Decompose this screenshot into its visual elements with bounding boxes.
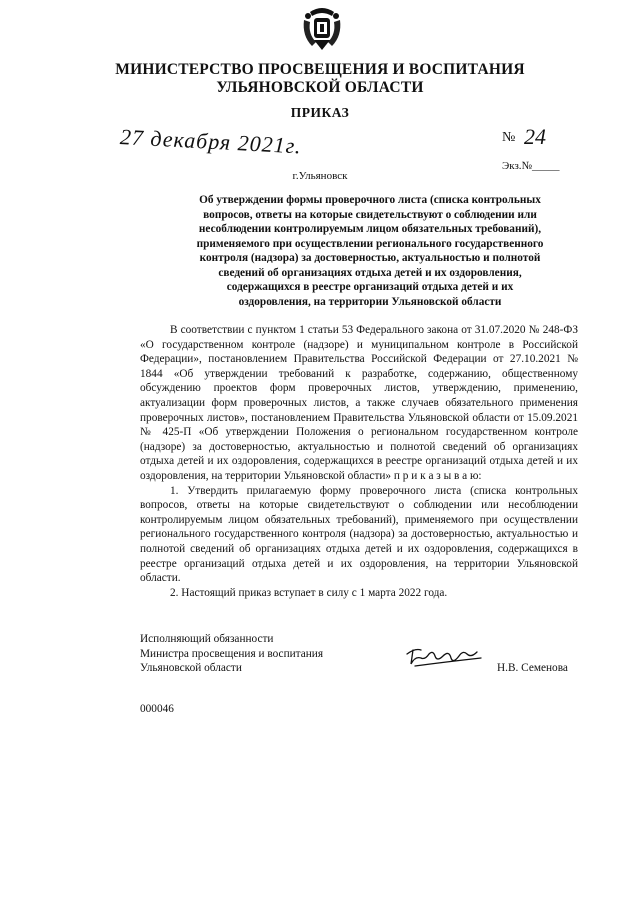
signatory-line-2: Министра просвещения и воспитания xyxy=(140,647,324,660)
number-label: № xyxy=(502,130,516,145)
title-line: оздоровления, на территории Ульяновской области xyxy=(238,295,502,308)
coat-of-arms-icon xyxy=(296,2,348,54)
title-line: Об утверждении формы проверочного листа (списка контрольных xyxy=(199,194,541,206)
city: г.Ульяновск xyxy=(292,170,348,182)
decree-word: п р и к а з ы в а ю: xyxy=(393,469,482,482)
ministry-line-2: УЛЬЯНОВСКОЙ ОБЛАСТИ xyxy=(216,79,424,96)
ministry-line-1: МИНИСТЕРСТВО ПРОСВЕЩЕНИЯ И ВОСПИТАНИЯ xyxy=(115,61,525,78)
clause-1-paragraph: 1. Утвердить прилагаемую форму проверочного листа (списка контрольных вопросов, ответы на которые свидетельствуют о соблюдении или несоблюдении контролируемым лицом обязательных требований), применяемого при осуществлении регионального государственного контроля (надзора) за достоверностью, актуальностью и полнотой сведений об организациях отдыха детей и их оздоровления, содержащихся в реестре организаций отдыха детей и их оздоровления, на территории Ульяновской области. xyxy=(140,484,578,585)
document-code: 000046 xyxy=(140,703,174,715)
title-line: контроля (надзора) за достоверностью, актуальностью и полнотой xyxy=(199,252,541,264)
ministry-name xyxy=(0,61,640,97)
order-title xyxy=(170,193,570,309)
handwritten-signature xyxy=(405,644,485,670)
handwritten-number: 24 xyxy=(524,124,546,149)
title-line: сведений об организациях отдыха детей и их оздоровления, xyxy=(218,266,522,279)
title-line: несоблюдении контролируемым лицом обязательных требований), xyxy=(198,223,542,235)
copy-number-label: Экз.№_____ xyxy=(502,160,560,172)
preamble-paragraph xyxy=(140,323,578,484)
clause-2-paragraph: 2. Настоящий приказ вступает в силу с 1 марта 2022 года. xyxy=(170,586,448,599)
order-body xyxy=(140,323,578,600)
handwritten-date: 27 декабря 2021г. xyxy=(119,124,303,159)
title-line: применяемого при осуществлении регионального государственного xyxy=(196,237,544,250)
preamble-text: В соответствии с пунктом 1 статьи 53 Федерального закона от 31.07.2020 № 248-ФЗ «О государственном контроле (надзоре) и муниципальном контроле в Российской Федерации», постановлением Правительства Российской Федерации от 27.10.2021 № 1844 «Об утверждении требований к разработке, содержанию, общественному обсуждению проектов форм проверочных листов, утверждению, применению, актуализации форм проверочных листов, а также случаев обязательного применения проверочных листов», постановлением Правительства Ульяновской области от 15.09.2021 № 425-П «Об утверждении Положения о региональном государственном контроле (надзоре) за достоверностью, актуальностью и полнотой сведений об организациях отдыха детей и их оздоровления, содержащихся в реестре организаций отдыха детей и их оздоровления, на территории Ульяновской области» xyxy=(140,324,578,482)
signatory-title xyxy=(140,632,323,676)
order-heading: ПРИКАЗ xyxy=(290,105,350,120)
title-line: содержащихся в реестре организаций отдыха детей и их xyxy=(226,281,514,293)
signatory-line-3: Ульяновской области xyxy=(140,662,242,675)
signatory-line-1: Исполняющий обязанности xyxy=(140,633,274,645)
title-line: вопросов, ответы на которые свидетельствуют о соблюдении или xyxy=(203,208,537,221)
signer-name: Н.В. Семенова xyxy=(497,662,568,674)
